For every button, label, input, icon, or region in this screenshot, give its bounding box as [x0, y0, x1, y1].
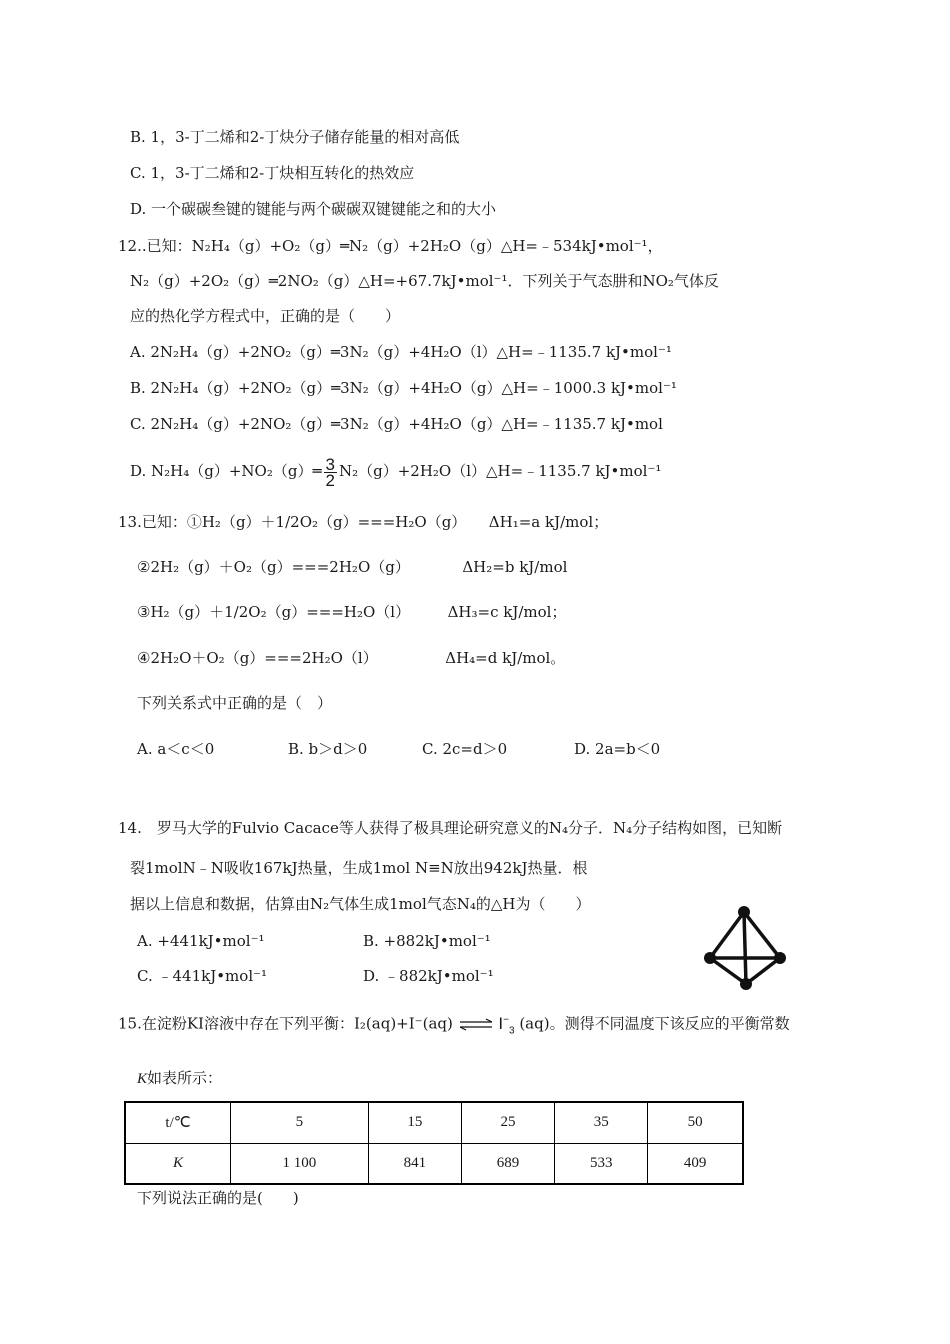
option-13-c: C. 2c=d＞0 — [422, 740, 508, 758]
table-cell: 689 — [461, 1143, 554, 1184]
option-12-d-left: D. N₂H₄（g）+NO₂（g）═ — [130, 462, 322, 480]
question-14-stem-2: 裂1molN﹣N吸收167kJ热量，生成1mol N≡N放出942kJ热量．根 — [130, 859, 588, 877]
question-15-right: (aq)。测得不同温度下该反应的平衡常数 — [519, 1014, 790, 1033]
option-12-b: B. 2N₂H₄（g）+2NO₂（g）═3N₂（g）+4H₂O（g）△H=﹣1000.3 kJ•mol⁻¹ — [130, 379, 677, 397]
equilibrium-arrow-icon — [459, 1018, 493, 1032]
option-11-b: B. 1，3-丁二烯和2-丁炔分子储存能量的相对高低 — [130, 128, 460, 146]
table-row — [125, 1143, 743, 1184]
table-header-cell: 25 — [461, 1102, 554, 1143]
table-cell: 409 — [648, 1143, 743, 1184]
question-15-stem-1 — [118, 1010, 790, 1041]
question-12-stem-1: 12..已知：N₂H₄（g）+O₂（g）═N₂（g）+2H₂O（g）△H=﹣534kJ•mol⁻¹， — [118, 237, 663, 255]
question-12-stem-3: 应的热化学方程式中，正确的是（ ） — [130, 307, 401, 325]
option-12-a: A. 2N₂H₄（g）+2NO₂（g）═3N₂（g）+4H₂O（l）△H=﹣1135.7 kJ•mol⁻¹ — [130, 343, 672, 361]
n4-molecule-structure — [700, 896, 790, 996]
option-14-d: D. ﹣882kJ•mol⁻¹ — [363, 967, 494, 985]
question-15-stem-2: K如表所示： — [137, 1069, 223, 1087]
option-13-d: D. 2a=b＜0 — [574, 740, 661, 758]
table-header-cell: 5 — [231, 1102, 369, 1143]
table-header-cell: 35 — [555, 1102, 648, 1143]
question-15-prompt: 下列说法正确的是( ) — [137, 1189, 299, 1207]
question-15-left: 15.在淀粉KI溶液中存在下列平衡：I₂(aq)+I⁻(aq) — [118, 1014, 453, 1033]
option-14-b: B. +882kJ•mol⁻¹ — [363, 932, 491, 950]
n-atom-bottom — [740, 978, 752, 990]
question-13-stem-1: 13.已知：①H₂（g）＋1/2O₂（g）===H₂O（g） ΔH₁=a kJ/mol； — [118, 513, 609, 531]
table-header-cell: t/℃ — [125, 1102, 231, 1143]
question-13-prompt: 下列关系式中正确的是（ ） — [137, 694, 333, 712]
fraction-denominator: 2 — [325, 470, 335, 490]
question-13-eq-4: ④2H₂O＋O₂（g）===2H₂O（l） ΔH₄=d kJ/mol。 — [137, 649, 566, 667]
option-14-a: A. +441kJ•mol⁻¹ — [137, 932, 265, 950]
n-atom-top — [738, 906, 750, 918]
option-11-d: D. 一个碳碳叁键的键能与两个碳碳双键键能之和的大小 — [130, 200, 497, 218]
option-13-a: A. a＜c＜0 — [137, 740, 215, 758]
question-13-eq-3: ③H₂（g）＋1/2O₂（g）===H₂O（l） ΔH₃=c kJ/mol； — [137, 603, 567, 621]
equilibrium-constant-table — [124, 1101, 744, 1185]
option-14-c: C. ﹣441kJ•mol⁻¹ — [137, 967, 268, 985]
table-cell: 533 — [555, 1143, 648, 1184]
table-header-cell: 15 — [368, 1102, 461, 1143]
n-atom-right — [774, 952, 786, 964]
n-atom-left — [704, 952, 716, 964]
table-cell: 841 — [368, 1143, 461, 1184]
fraction-numerator: 3 — [325, 454, 335, 474]
triiodide-symbol: $I^-_3$ — [498, 1013, 515, 1037]
question-12-stem-2: N₂（g）+2O₂（g）═2NO₂（g）△H=+67.7kJ•mol⁻¹．下列关于气态肼和NO₂气体反 — [130, 272, 719, 290]
table-row-label: K — [125, 1143, 231, 1184]
question-13-eq-2: ②2H₂（g）＋O₂（g）===2H₂O（g） ΔH₂=b kJ/mol — [137, 558, 568, 576]
table-cell: 1 100 — [231, 1143, 369, 1184]
table-header-row — [125, 1102, 743, 1143]
option-12-d-right: N₂（g）+2H₂O（l）△H=﹣1135.7 kJ•mol⁻¹ — [338, 462, 662, 480]
option-12-c: C. 2N₂H₄（g）+2NO₂（g）═3N₂（g）+4H₂O（g）△H=﹣1135.7 kJ•mol — [130, 415, 663, 433]
table-header-cell: 50 — [648, 1102, 743, 1143]
option-13-b: B. b＞d＞0 — [288, 740, 368, 758]
question-14-stem-3: 据以上信息和数据，估算由N₂气体生成1mol气态N₄的△H为（ ） — [130, 895, 591, 913]
fraction-three-halves — [324, 454, 337, 490]
question-14-stem-1: 14. 罗马大学的Fulvio Cacace等人获得了极具理论研究意义的N₄分子．N₄分子结构如图，已知断 — [118, 819, 783, 837]
option-12-d — [130, 452, 661, 490]
option-11-c: C. 1，3-丁二烯和2-丁炔相互转化的热效应 — [130, 164, 415, 182]
